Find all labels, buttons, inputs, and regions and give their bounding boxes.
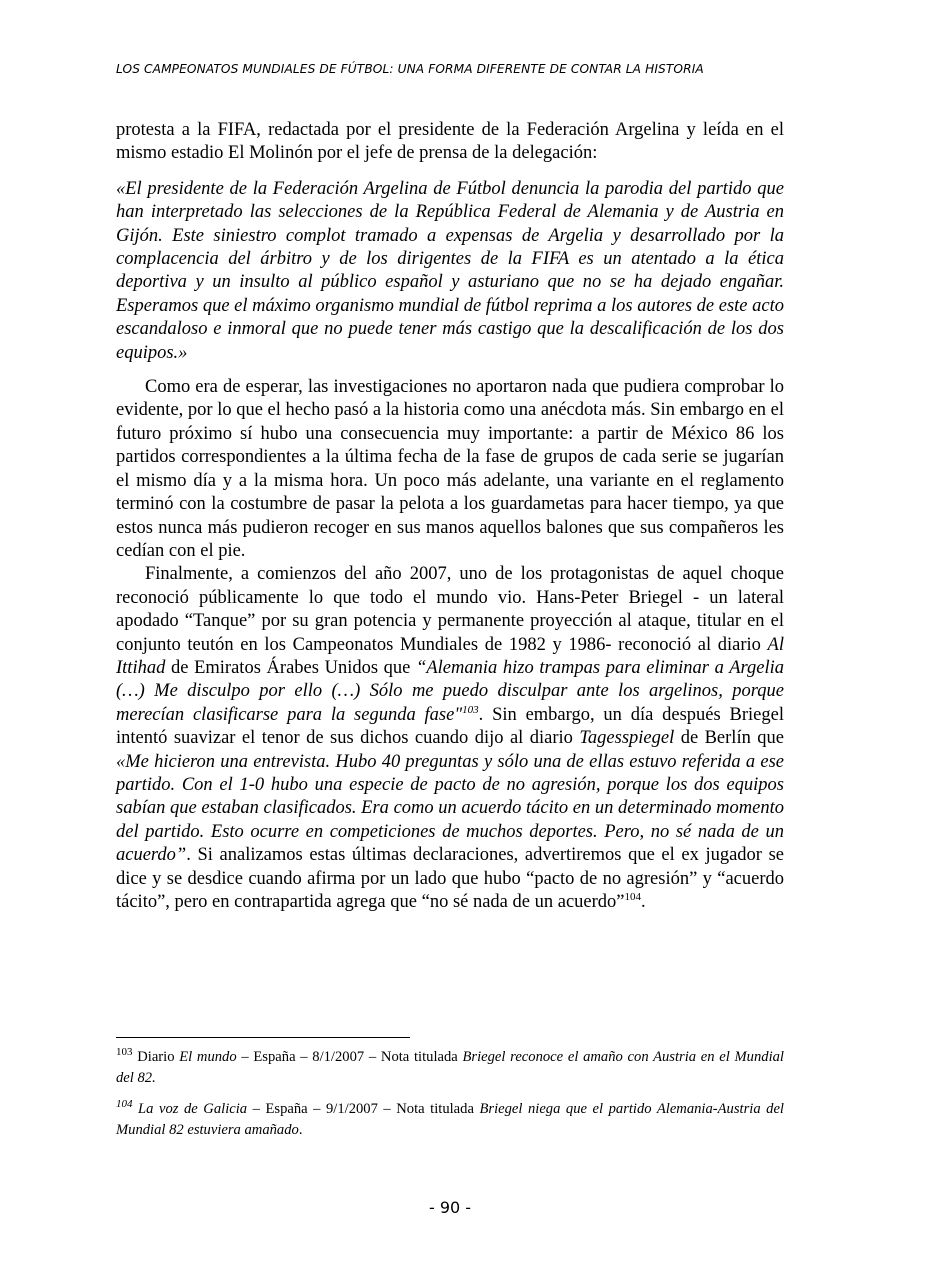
footnote-ref[interactable] [462,704,479,716]
text-run: Finalmente, a comienzos del año 2007, uno de los protagonistas de aquel choque reconoció públicamente lo que todo el mundo vio. Hans-Peter Briegel - un lateral apodado “Tanque” por su gran potencia y permanente proyección al ataque, titular en el conjunto teutón en los Campeonatos Mundiales de 1982 y 1986- reconoció al diario [116,564,784,655]
document-page [116,0,784,1280]
footnote-text: – España – 9/1/2007 – Nota titulada [247,1101,480,1117]
footnote-title: Briegel niega que el partido Alemania-Austria del Mundial 82 estuviera amañado [116,1101,784,1138]
paragraph-consequences: Como era de esperar, las investigaciones no aportaron nada que pudiera comprobar lo evidente, por lo que el hecho pasó a la historia como una anécdota más. Sin embargo en el futuro próximo sí hubo una consecuencia muy importante: a partir de México 86 los partidos correspondientes a la última fecha de la fase de grupos de cada serie se jugarían el mismo día y a la misma hora. Un poco más adelante, una variante en el reglamento terminó con la costumbre de pasar la pelota a los guardametas para hacer tiempo, ya que estos nunca más pudieron recoger en sus manos aquellos balones que sus compañeros les cedían con el pie. [116,377,785,561]
footnote-number: 103 [116,1046,133,1059]
footnote [116,1099,784,1141]
footnote-title: Briegel reconoce el amaño con Austria en el Mundial del 82. [116,1049,784,1086]
footnote [116,1047,784,1089]
footnote-source: El mundo [179,1049,237,1065]
paragraph-briegel [116,563,784,914]
footnote-number [116,1098,133,1110]
page-number: - 90 - [428,1198,472,1217]
footnote-number-text: 104 [116,1098,133,1111]
footnotes [116,1047,784,1151]
text-run: . Sin embargo, un día después Briegel intentó suavizar el tenor de sus dichos cuando dijo al diario [116,704,784,749]
paragraph-intro: protesta a la FIFA, redactada por el presidente de la Federación Argelina y leída en el mismo estadio El Molinón por el jefe de prensa de la delegación: [116,120,784,164]
running-header: LOS CAMPEONATOS MUNDIALES DE FÚTBOL: UNA FORMA DIFERENTE DE CONTAR LA HISTORIA [116,62,704,76]
footnote-text: – España – 8/1/2007 – Nota titulada [236,1049,463,1065]
footnote-separator [116,1037,410,1038]
text-run: de Emiratos Árabes Unidos que [165,657,417,678]
footnote-text: Diario [132,1049,180,1065]
inline-quote: “Alemania hizo trampas para eliminar a Argelia (…) Me disculpo por ello (…) Sólo me puedo disculpar ante los argelinos, porque merecían clasificarse para la segunda fase" [116,657,784,725]
text-run: de Berlín que [674,728,784,749]
text-run: . Si analizamos estas últimas declaraciones, advertiremos que el ex jugador se dice y se desdice cuando afirma por un lado que hubo “pacto de no agresión” y “acuerdo tácito”, pero en contrapartida agrega que “no sé nada de un acuerdo” [116,845,784,912]
footnote-ref-number: 103 [462,703,479,716]
footnote-source: La voz de Galicia [138,1101,248,1117]
footnote-text: . [298,1122,303,1138]
newspaper-name: Tagesspiegel [579,728,675,749]
text-run: . [641,892,646,912]
inline-quote: «Me hicieron una entrevista. Hubo 40 preguntas y sólo una de ellas estuvo referida a ese partido. Con el 1-0 hubo una especie de pacto de no agresión, porque los dos equipos sabían que estaban clasificados. Era como un acuerdo tácito en un determinado momento del partido. Esto ocurre en competiciones de muchos deportes. Pero, no sé nada de un acuerdo” [116,751,784,866]
body-text [116,119,784,914]
footnote-ref[interactable]: 104 [624,890,641,903]
block-quote: «El presidente de la Federación Argelina de Fútbol denuncia la parodia del partido que han interpretado las selecciones de la República Federal de Alemania y de Austria en Gijón. Este siniestro complot tramado a expensas de Argelia y desarrollado por la complacencia del árbitro y de los dirigentes de la FIFA es un atentado a la ética deportiva y un insulto al público español y asturiano que no se ha dejado engañar. Esperamos que el máximo organismo mundial de fútbol reprima a los autores de este acto escandaloso e inmoral que no puede tener más castigo que la descalificación de los dos equipos.» [116,178,784,363]
newspaper-name: Al Ittihad [116,634,784,678]
